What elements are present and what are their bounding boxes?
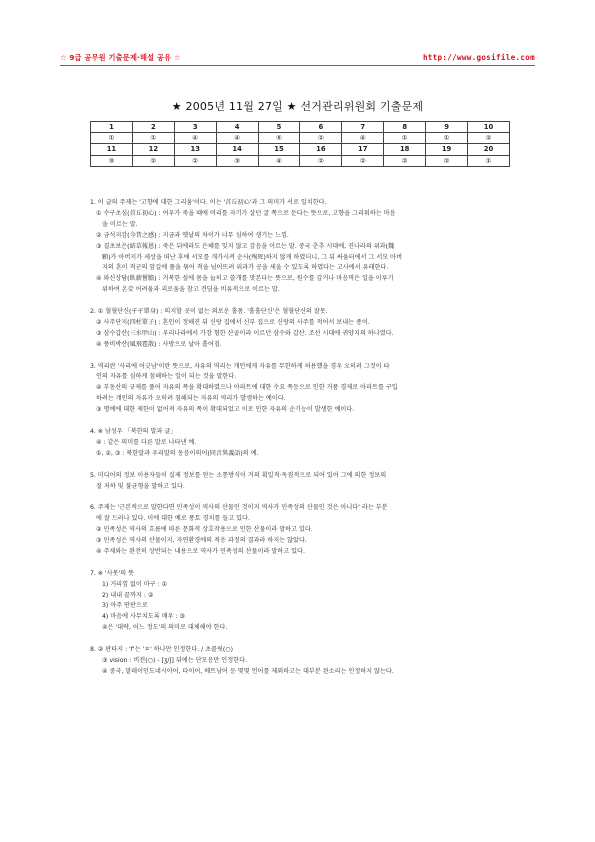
table-cell: ⑤ (258, 133, 300, 144)
explanation-line: ② 사주단지(四柱單子) : 혼인이 정해진 뒤 신랑 집에서 신부 집으로 신랑의 사주를 적어서 보내는 종이. (96, 318, 370, 326)
answer-row (91, 133, 510, 144)
explanation-line: 1. 이 글의 주제는 '고향에 대한 그리움'이다. 이는 '首丘初心'과 그 의미가 서로 일치한다. (90, 199, 327, 206)
table-cell: 8 (384, 122, 426, 133)
explanation-line: 을 이르는 말. (102, 220, 138, 228)
table-cell: 18 (384, 144, 426, 155)
explanation-line: 인의 자유를 심하게 침해하는 일이 되는 것을 말한다. (96, 373, 237, 381)
explanation-section (90, 645, 514, 678)
table-cell: 3 (174, 122, 216, 133)
table-cell: 11 (91, 144, 133, 155)
explanation-line: 에 잘 드러나 있다. 이에 대한 예로 풍토 경치를 들고 있다. (96, 515, 250, 523)
table-cell: ① (468, 155, 510, 166)
table-cell: 13 (174, 144, 216, 155)
explanation-section (90, 198, 514, 296)
explanation-line: ① 수구초심(首丘初心) : 여우가 죽을 때에 머리를 자기가 살던 굴 쪽으로 둔다는 뜻으로, 고향을 그리워하는 마음 (96, 209, 396, 217)
explanation-line: ③ 명예에 대한 제한이 없어져 자유의 폭이 확대되었고 이로 인한 자유의 순기능이 발생한 예이다. (96, 406, 355, 414)
table-cell: ③ (216, 155, 258, 166)
table-cell: 15 (258, 144, 300, 155)
explanation-line: 2. ① 혈혈단신(孑孑單身) : 의지할 곳이 없는 외로운 홀몸. '홀홀단신'은 혈혈단신의 잘못. (90, 308, 328, 316)
explanation-line: 위하여 온갖 어려움과 괴로움을 참고 견딤을 비유적으로 이르는 말. (102, 286, 280, 294)
table-cell: 19 (426, 144, 468, 155)
table-cell: ③ (91, 155, 133, 166)
table-cell: ④ (342, 133, 384, 144)
table-cell: 1 (91, 122, 133, 133)
question-number-row (91, 144, 510, 155)
table-cell: ① (132, 133, 174, 144)
table-cell: 14 (216, 144, 258, 155)
explanation-line: ② 금석지감(今昔之感) : 지금과 옛날의 차이가 너무 심하여 생기는 느낌. (96, 231, 289, 239)
table-cell: 4 (216, 122, 258, 133)
explanation-line: 6. 주제는 '근본적으로 말한다면 민족성이 역사의 산물인 것이지 역사가 민족성의 산물인 것은 아니다' 라는 부분 (90, 504, 388, 512)
explanation-section (90, 427, 514, 460)
explanation-body (90, 198, 514, 678)
explanation-line: 7. ※ '사뭇'의 뜻 (90, 569, 134, 577)
explanation-line: ④ 부동산의 규제를 풀어 자유의 폭을 확대하였으나 아파트에 대한 수요 폭등으로 인한 거품 경제로 아파트를 구입 (96, 384, 398, 392)
table-cell: ② (426, 155, 468, 166)
table-cell: ② (342, 155, 384, 166)
explanation-line: ④ : 같은 의미를 다른 말로 나타낸 예. (96, 438, 197, 446)
table-cell: ② (384, 155, 426, 166)
explanation-section (90, 362, 514, 417)
explanation-line: ② 민족성은 역사의 흐름에 따른 문화적 상호작용으로 인한 산물이라 말하고 있다. (96, 526, 313, 534)
question-number-row (91, 122, 510, 133)
explanation-line: 지의 혼이 적군의 앞길에 풀을 묶어 적을 넘어뜨려 위과가 공을 세울 수 있도록 하였다는 고사에서 유래한다. (102, 264, 389, 272)
explanation-section (90, 471, 514, 493)
explanation-line: 질 저하 및 불균형을 말하고 있다. (96, 482, 185, 490)
explanation-line: 4. ※ 남성우 「북한의 말과 글」 (90, 427, 177, 435)
table-cell: 20 (468, 144, 510, 155)
explanation-line: 5. 미디어의 정보 이용자들이 실제 정보를 얻는 소통방식이 거의 획일적·독점적으로 되어 있어 그에 의한 정보의 (90, 471, 387, 479)
explanation-line: 8. ② 판타지 : 'f'는 'ㅍ' 하나만 인정한다. / 초콜릿(○) (90, 646, 234, 654)
table-cell: ① (384, 133, 426, 144)
header-banner: ☆ 9급 공무원 기출문제·해설 공유 ☆ (60, 53, 181, 62)
explanation-line: 1) 거리낌 없이 마구 : ① (102, 580, 168, 588)
table-cell: 16 (300, 144, 342, 155)
answer-table (90, 121, 510, 167)
table-cell: 5 (258, 122, 300, 133)
table-cell: 10 (468, 122, 510, 133)
explanation-line: ③ 결초보은(結草報恩) : 죽은 뒤에라도 은혜를 잊지 않고 갚음을 이르는 말. 중국 춘추 시대에, 진나라의 위과(魏 (96, 242, 395, 250)
table-cell: ② (174, 155, 216, 166)
explanation-line: 하려는 개인의 자유가 오히려 침해되는 자유의 역리가 발생하는 예이다. (96, 395, 286, 403)
explanation-line: 2) 내내 끝까지 : ② (102, 591, 154, 599)
explanation-line: 4) 마음에 사무치도록 매우 : ③ (102, 613, 185, 621)
table-cell: 12 (132, 144, 174, 155)
explanation-section (90, 307, 514, 351)
explanation-line: ④ 와신상담(臥薪嘗膽) : 거북한 섶에 몸을 눕히고 쓸개를 맛본다는 뜻으로, 원수를 갚거나 마음먹은 일을 이루기 (96, 275, 394, 283)
table-cell: ④ (174, 133, 216, 144)
explanation-line: ③ 삼수갑산(三水甲山) : 우리나라에서 가장 험한 산골이라 이르던 삼수와 갑산. 조선 시대에 귀양지의 하나였다. (96, 329, 394, 337)
explanation-line: 3. 역리란 '사리에 어긋남'이란 뜻으로, 자유의 역리는 개인에게 자유를 무한하게 허용했을 경우 오히려 그것이 타 (90, 362, 390, 370)
table-cell: 7 (342, 122, 384, 133)
table-cell: 6 (300, 122, 342, 133)
explanation-line: ④ 주제와는 완전히 상반되는 내용으로 역사가 민족성의 산물이라 말하고 있다. (96, 547, 305, 555)
table-cell: ② (300, 133, 342, 144)
table-cell: ② (468, 133, 510, 144)
header-url-link[interactable]: http://www.gosifile.com (422, 53, 535, 62)
table-cell: ④ (258, 155, 300, 166)
header-divider (60, 65, 535, 66)
explanation-section (90, 503, 514, 558)
explanation-line: 顆)가 아버지가 세상을 떠난 후에 서모를 개가시켜 순사(殉死)하지 않게 하였더니, 그 뒤 싸움터에서 그 서모 아버 (102, 253, 403, 261)
table-cell: ② (132, 155, 174, 166)
table-cell: 17 (342, 144, 384, 155)
explanation-line: ④은 '대략, 어느 정도'의 의미로 대체해야 한다. (102, 624, 228, 632)
explanation-line: ④ 풍비박산(風飛雹散) : 사방으로 날아 흩어짐. (96, 340, 222, 348)
page-title: ★ 2005년 11월 27일 ★ 선거관리위원회 기출문제 (171, 100, 424, 113)
explanation-line: ③ vision : 비전(○) - [ʒ/ʃ] 뒤에는 단모음만 인정한다. (102, 656, 247, 664)
explanation-line: ③ 민족성은 역사의 산물이지, 자연환경에의 적응 과정의 결과라 하지는 않았다. (96, 537, 307, 545)
explanation-line: 3) 아주 딴판으로 (102, 602, 148, 610)
table-cell: 9 (426, 122, 468, 133)
explanation-line: ①, ②, ③ : 북한말과 우리말의 동음이의어(同音異義語)의 예. (96, 449, 259, 457)
table-cell: ② (300, 155, 342, 166)
table-cell: ① (426, 133, 468, 144)
answer-row (91, 155, 510, 166)
table-cell: 2 (132, 122, 174, 133)
explanation-section (90, 569, 514, 634)
table-cell: ④ (216, 133, 258, 144)
table-cell: ① (91, 133, 133, 144)
explanation-line: ④ 중국, 말레이인도네시아어, 타이어, 베트남어 등 몇몇 언어를 제외하고는 대부분 된소리는 인정하지 않는다. (102, 667, 394, 675)
